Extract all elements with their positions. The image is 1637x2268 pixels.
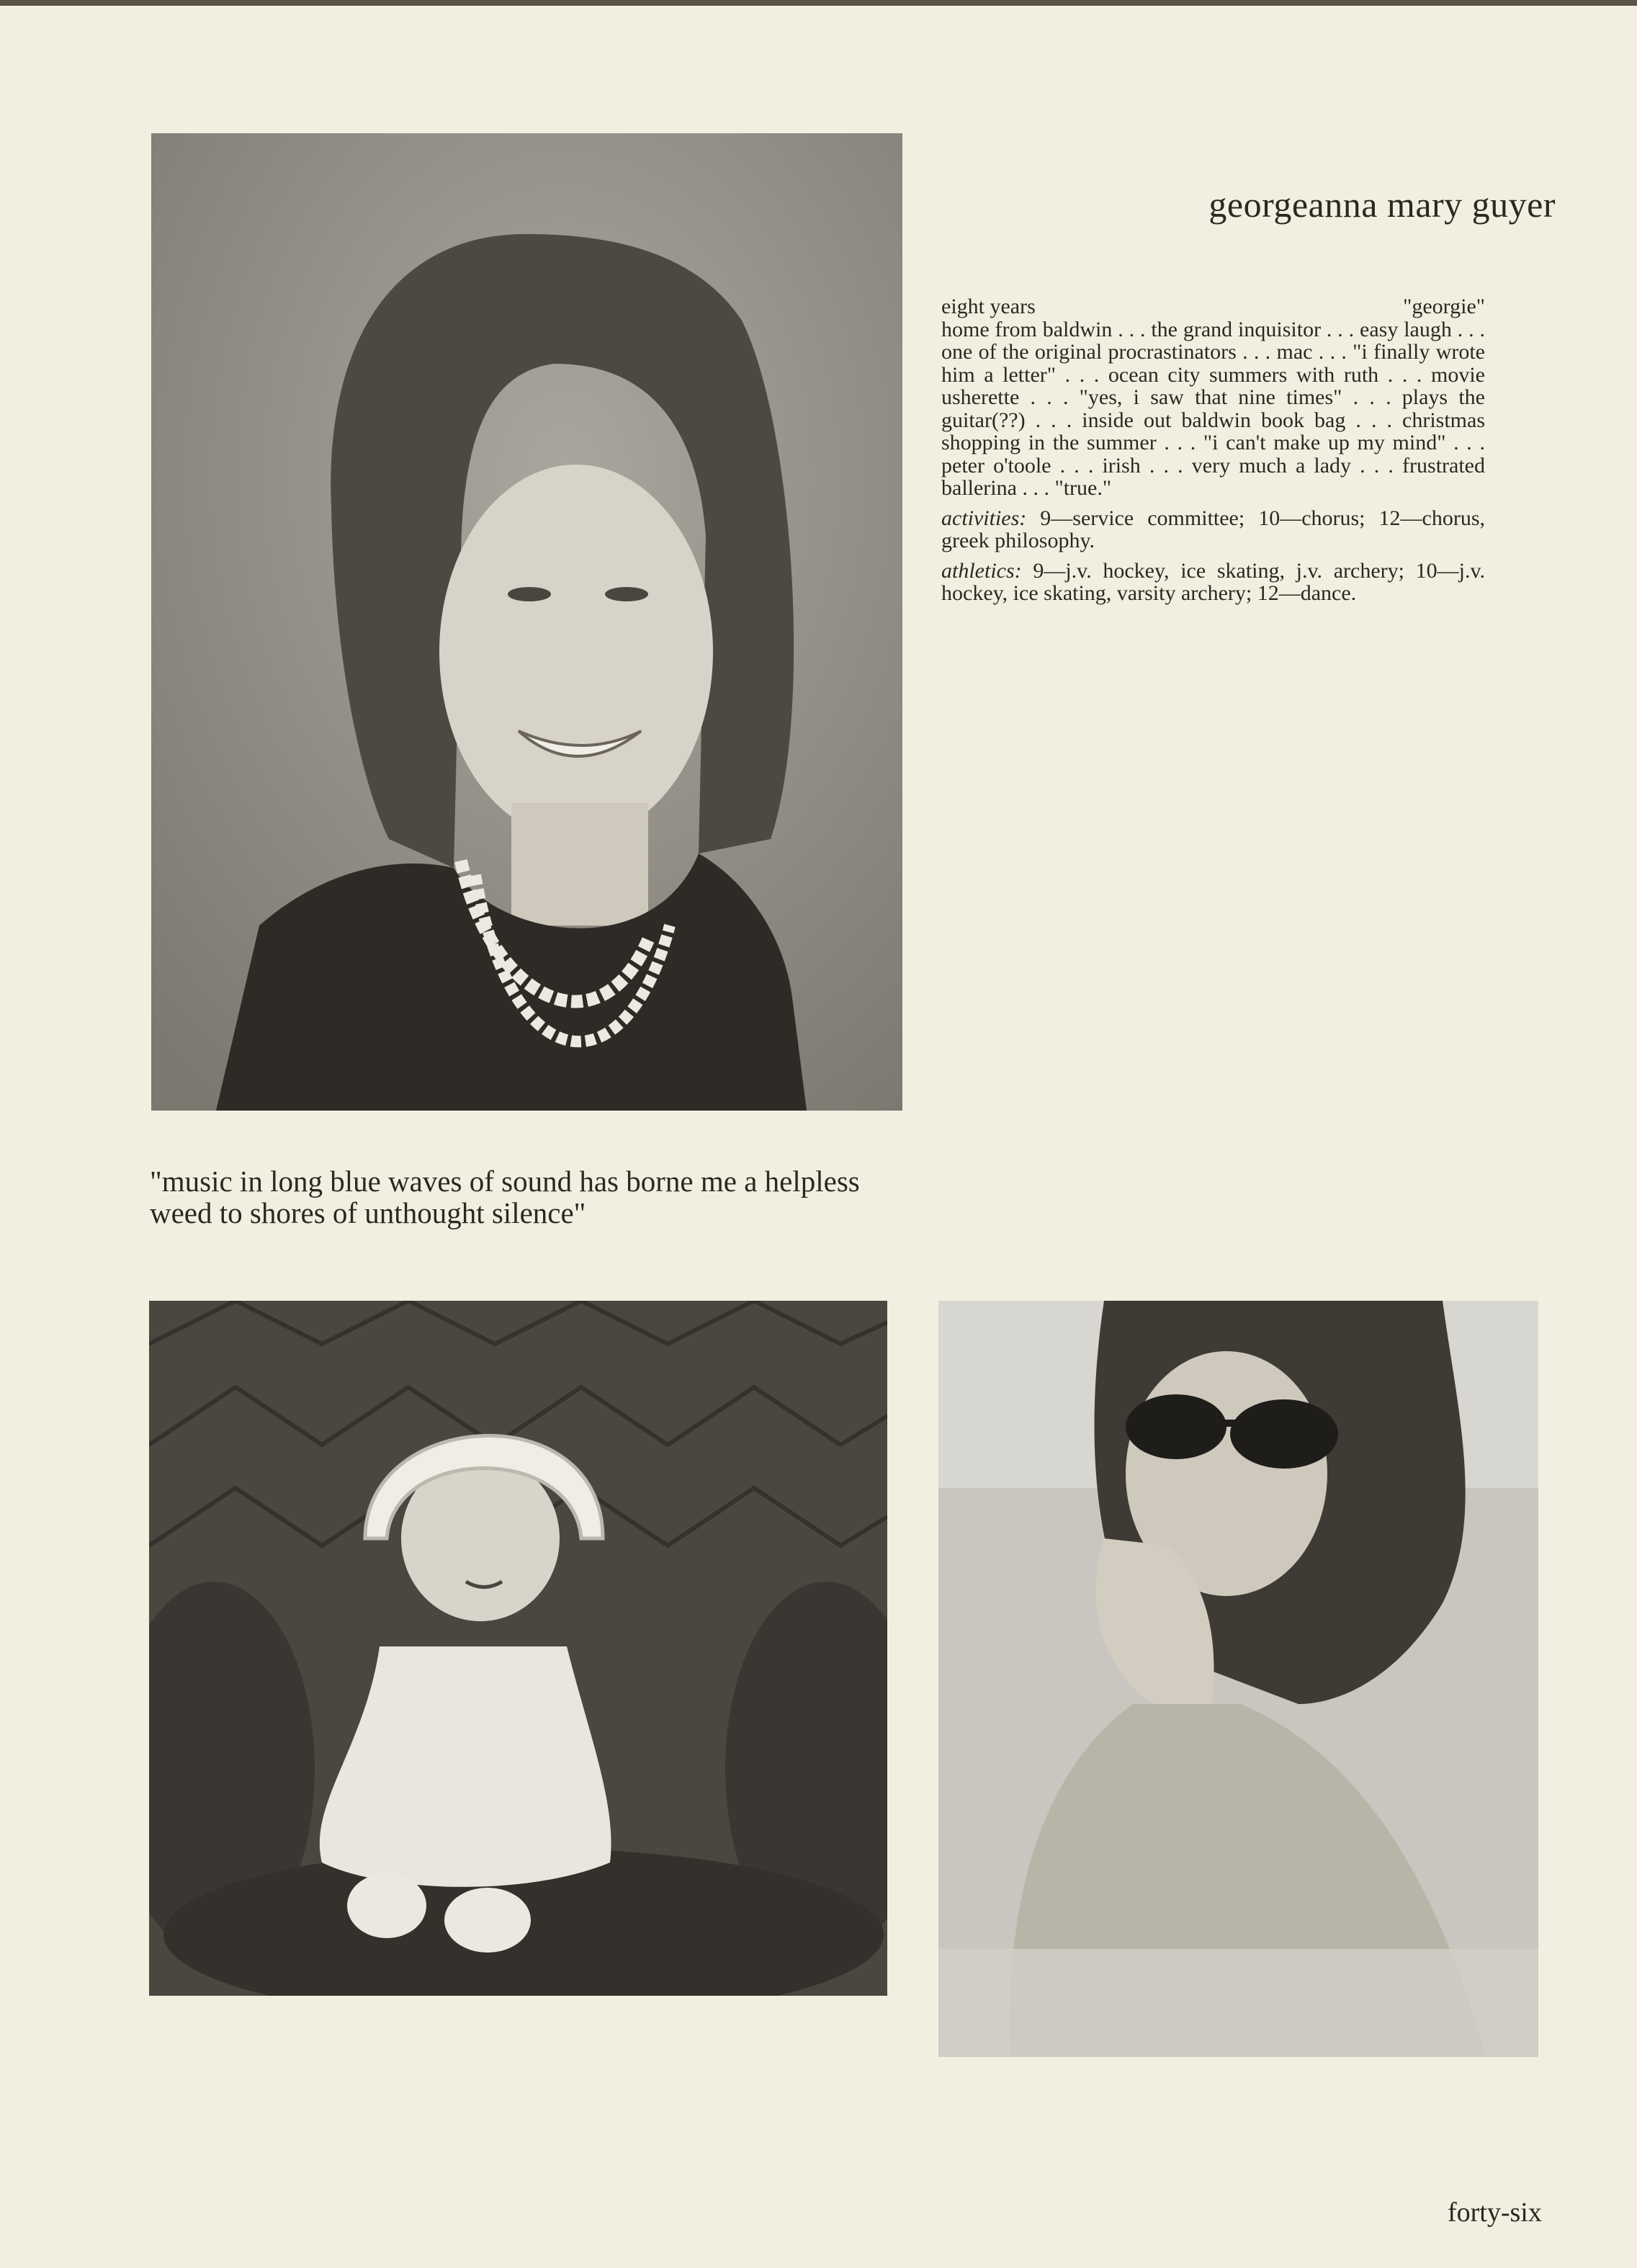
athletics-label: athletics: [941,558,1022,583]
page-number: forty-six [1448,2197,1542,2228]
baby-photo [149,1301,887,1996]
years-and-nickname-line [941,295,1485,318]
athletics-text: 9—j.v. hockey, ice skating, j.v. archery; 10—j.v. hockey, ice skating, varsity archery; 12—dance. [941,558,1486,605]
sunglasses-beach-photo [938,1301,1538,2057]
bio-text: home from baldwin . . . the grand inquisitor . . . easy laugh . . . one of the original procrastinators . . . mac . . . "i finally wrote him a letter" . . . ocean city summers with ruth . . . movie usherette . . . "yes, i saw that nine times" . . . plays the guitar(??) . . . inside out baldwin book bag . . . christmas shopping in the summer . . . "i can't make up my mind" . . . peter o'toole . . . irish . . . very much a lady . . . frustrated ballerina . . . "true." [941,317,1485,500]
page-top-edge [0,0,1637,6]
activities-label: activities: [941,506,1027,530]
senior-quote: "music in long blue waves of sound has borne me a helpless weed to shores of unthought silence" [150,1165,860,1229]
years-at-school: eight years [941,295,1036,318]
senior-portrait-photo [151,133,902,1111]
student-name-heading: georgeanna mary guyer [1208,184,1556,225]
activities-text: 9—service committee; 10—chorus; 12—chorus, greek philosophy. [941,506,1485,552]
activities-section [941,507,1485,552]
athletics-section [941,560,1485,605]
nickname: "georgie" [1403,295,1485,318]
student-bio-block [941,295,1485,605]
